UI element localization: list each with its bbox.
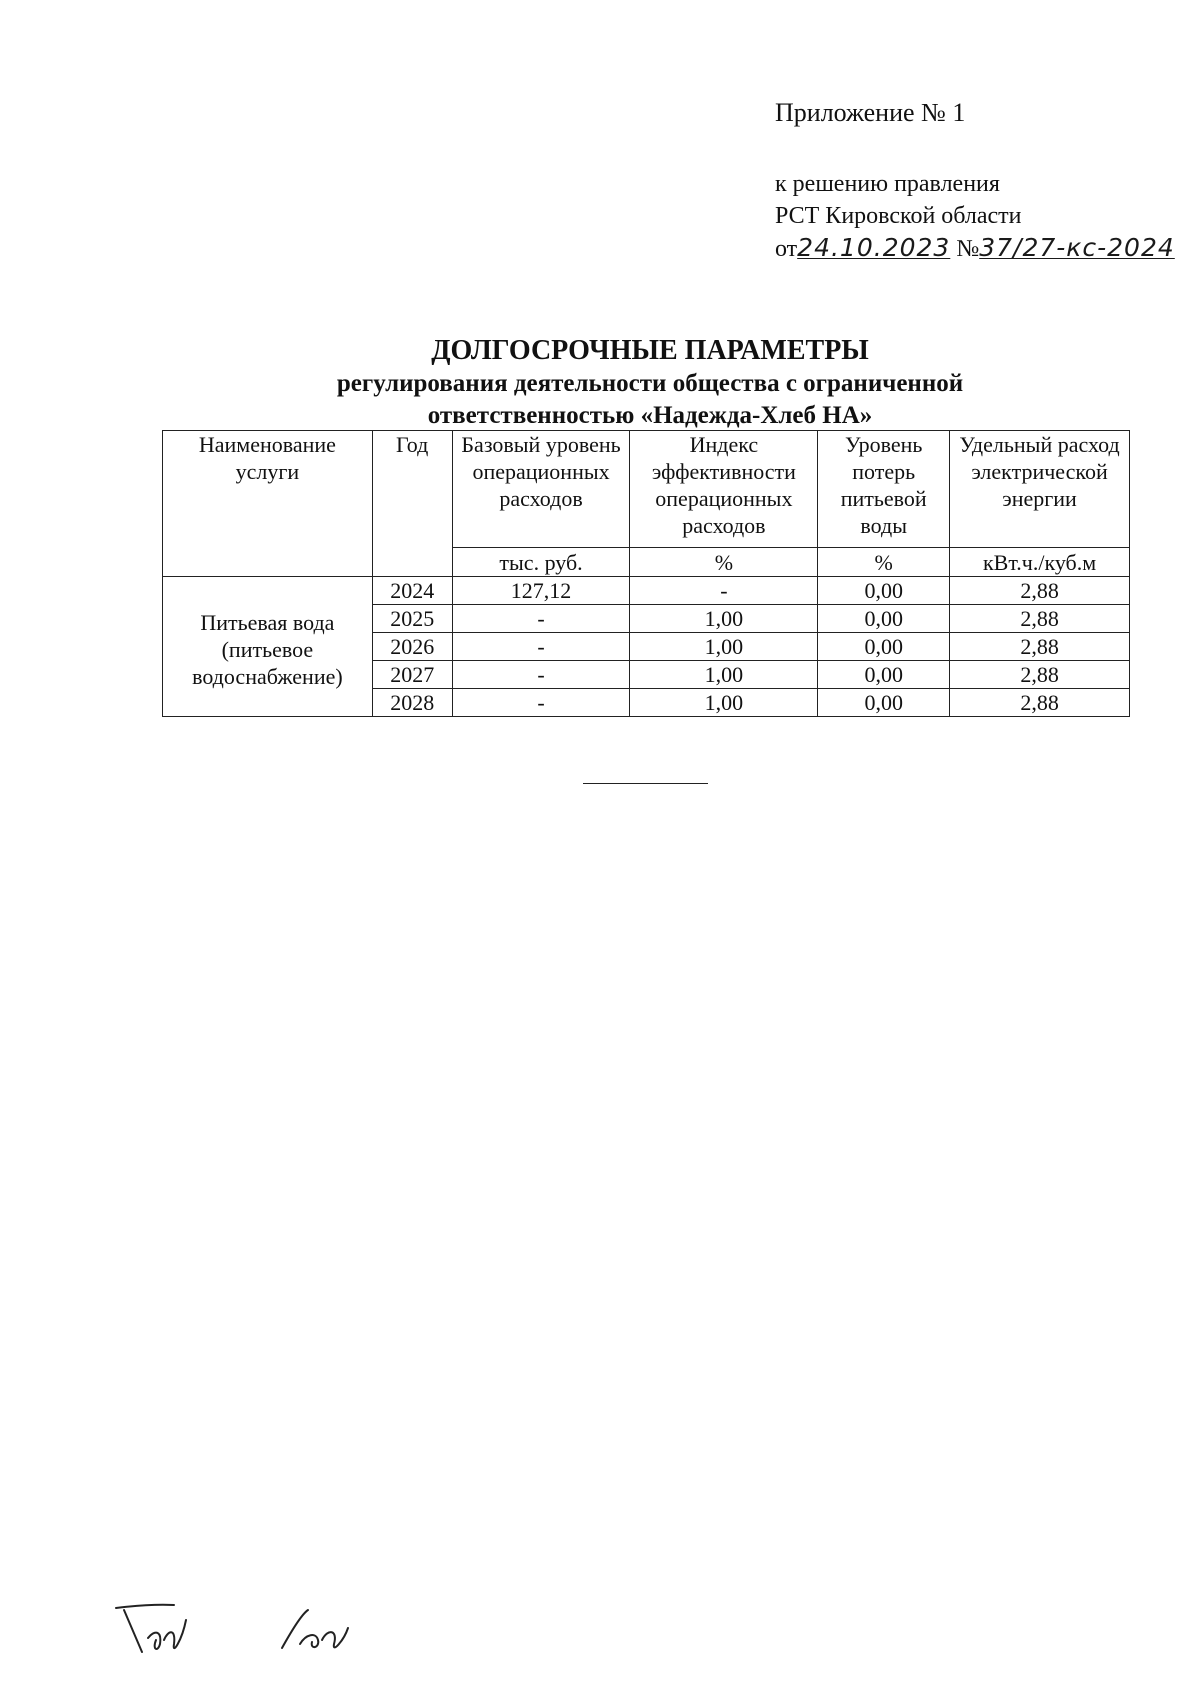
- appendix-label: Приложение № 1: [775, 98, 966, 127]
- unit-base: тыс. руб.: [452, 548, 630, 577]
- decision-date-line: [775, 232, 1175, 265]
- cell-loss: 0,00: [818, 661, 950, 689]
- cell-loss: 0,00: [818, 577, 950, 605]
- cell-index: 1,00: [630, 633, 818, 661]
- parameters-table: [162, 430, 1130, 717]
- title-main: ДОЛГОСРОЧНЫЕ ПАРАМЕТРЫ: [431, 335, 869, 366]
- table-header-row: [163, 431, 1130, 548]
- cell-index: -: [630, 577, 818, 605]
- initials-mark-1: [116, 1605, 186, 1652]
- decision-date: 24.10.2023: [797, 233, 951, 262]
- unit-index: %: [630, 548, 818, 577]
- cell-index: 1,00: [630, 689, 818, 717]
- closing-rule: [583, 783, 708, 784]
- cell-base: 127,12: [452, 577, 630, 605]
- cell-base: -: [452, 605, 630, 633]
- number-prefix: №: [956, 236, 980, 262]
- service-name: Питьевая вода (питьевое водоснабжение): [163, 577, 373, 717]
- cell-base: -: [452, 689, 630, 717]
- column-header-year: Год: [372, 431, 452, 577]
- date-prefix: от: [775, 236, 798, 262]
- cell-loss: 0,00: [818, 689, 950, 717]
- decision-line-2: РСТ Кировской области: [775, 203, 1022, 229]
- cell-energy: 2,88: [950, 577, 1130, 605]
- cell-index: 1,00: [630, 605, 818, 633]
- column-header-index: Индекс эффективности операционных расходов: [630, 431, 818, 548]
- cell-year: 2024: [372, 577, 452, 605]
- title-line-3: ответственностью «Надежда-Хлеб НА»: [427, 402, 873, 429]
- table-row: [163, 577, 1130, 605]
- cell-year: 2028: [372, 689, 452, 717]
- cell-energy: 2,88: [950, 689, 1130, 717]
- initials-mark-2: [282, 1610, 348, 1648]
- cell-base: -: [452, 661, 630, 689]
- column-header-base: Базовый уровень операционных расходов: [452, 431, 630, 548]
- column-header-service: Наименование услуги: [163, 431, 373, 577]
- cell-energy: 2,88: [950, 661, 1130, 689]
- handwritten-initials: [112, 1600, 372, 1660]
- unit-energy: кВт.ч./куб.м: [950, 548, 1130, 577]
- title-line-2: регулирования деятельности общества с ограниченной: [336, 370, 964, 397]
- decision-reference: [775, 168, 1175, 265]
- cell-year: 2027: [372, 661, 452, 689]
- cell-loss: 0,00: [818, 605, 950, 633]
- column-header-energy: Удельный расход электрической энергии: [950, 431, 1130, 548]
- cell-loss: 0,00: [818, 633, 950, 661]
- column-header-loss: Уровень потерь питьевой воды: [818, 431, 950, 548]
- unit-loss: %: [818, 548, 950, 577]
- decision-line-1: к решению правления: [775, 171, 1000, 197]
- cell-energy: 2,88: [950, 633, 1130, 661]
- document-title: [160, 334, 1140, 432]
- cell-year: 2026: [372, 633, 452, 661]
- cell-year: 2025: [372, 605, 452, 633]
- cell-energy: 2,88: [950, 605, 1130, 633]
- decision-number: 37/27-кс-2024: [979, 233, 1175, 262]
- cell-base: -: [452, 633, 630, 661]
- cell-index: 1,00: [630, 661, 818, 689]
